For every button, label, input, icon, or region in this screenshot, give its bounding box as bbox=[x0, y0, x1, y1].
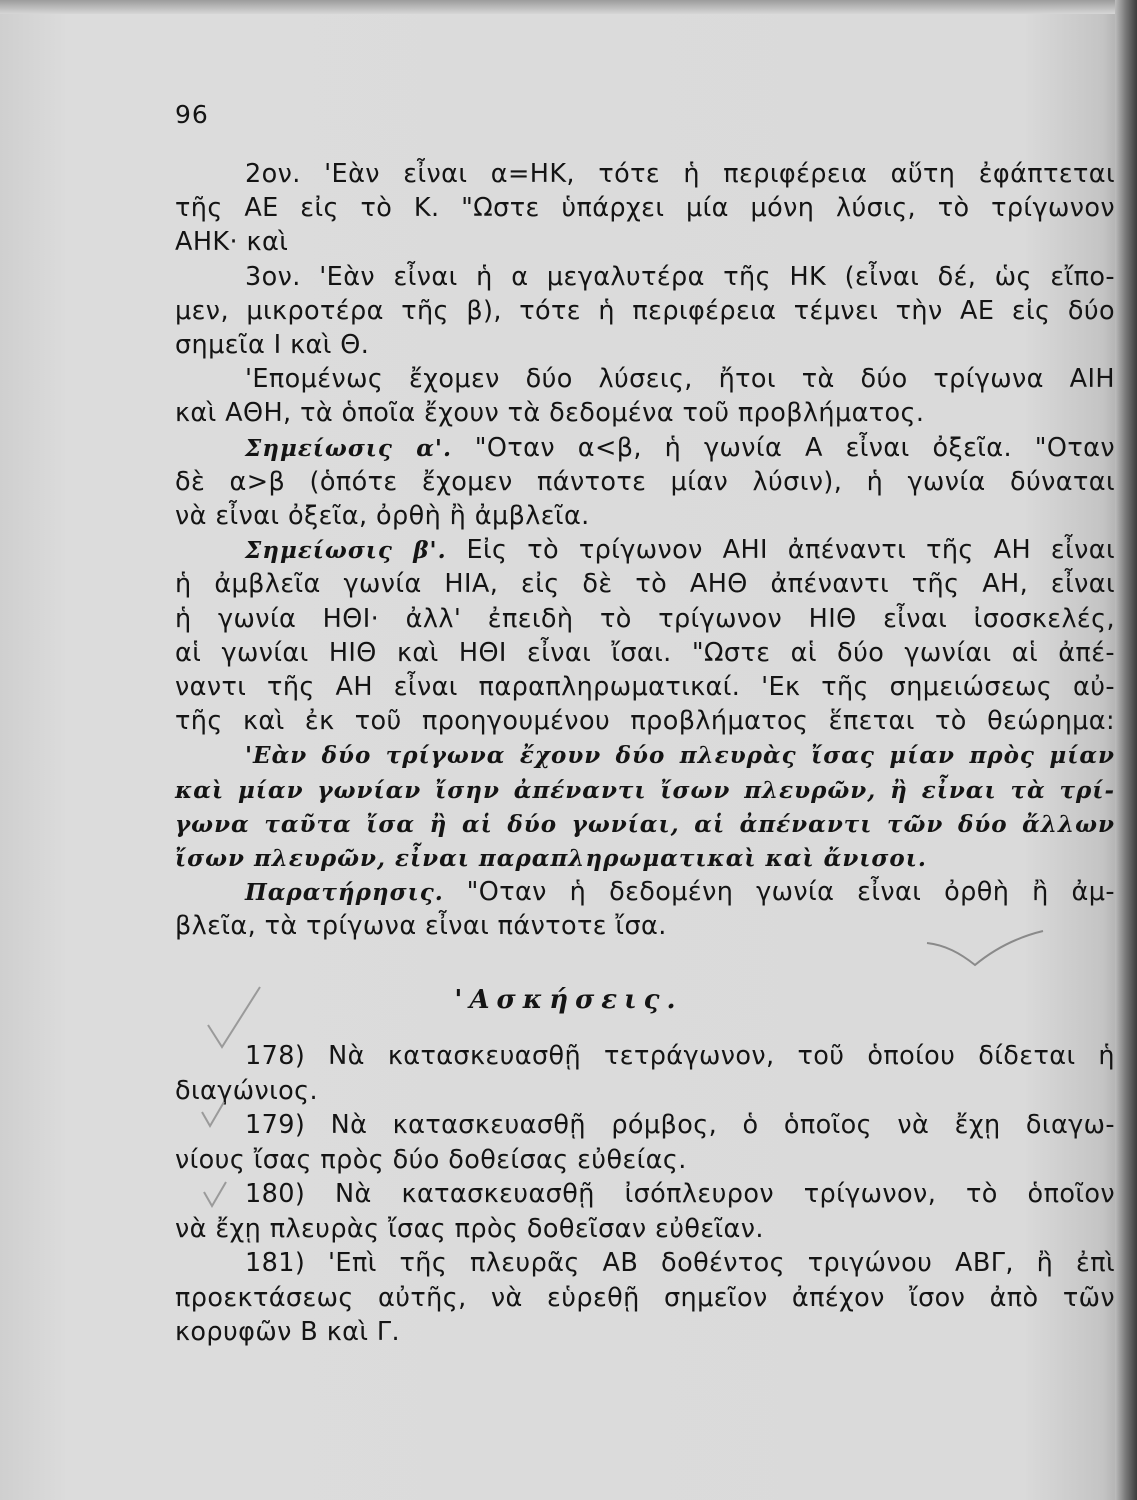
exercise-line bbox=[175, 1213, 1115, 1245]
body-line bbox=[175, 774, 1115, 807]
top-edge bbox=[0, 0, 1137, 14]
body-line bbox=[175, 226, 1115, 258]
body-line bbox=[175, 397, 1115, 429]
body-line bbox=[175, 671, 1115, 703]
body-line bbox=[175, 329, 1115, 361]
body-line bbox=[175, 637, 1115, 669]
theorem-text: γωνα ταῦτα ἴσα ἢ αἱ δύο γωνίαι, αἱ ἀπέναντι τῶν δύο ἄλλων bbox=[175, 810, 1115, 838]
line-text: δὲ α>β (ὁπότε ἔχομεν πάντοτε μίαν λύσιν), ἡ γωνία δύναται bbox=[175, 466, 1115, 497]
pencil-tick-icon bbox=[200, 1180, 230, 1210]
line-text: διαγώνιος. bbox=[175, 1075, 319, 1106]
exercise-line bbox=[245, 1247, 1115, 1279]
line-text: 'Επομένως ἔχομεν δύο λύσεις, ἤτοι τὰ δύο τρίγωνα ΑΙΗ bbox=[245, 364, 1115, 395]
line-text: νὰ εἶναι ὀξεῖα, ὀρθὴ ἢ ἀμβλεῖα. bbox=[175, 501, 590, 531]
line-text: κορυφῶν Β καὶ Γ. bbox=[175, 1317, 400, 1347]
exercise-line bbox=[245, 1178, 1115, 1210]
book-spine-shadow bbox=[1115, 0, 1137, 1500]
exercises-heading: 'Ασκήσεις. bbox=[454, 985, 683, 1015]
body-line bbox=[175, 500, 1115, 532]
line-text: τῆς ΑΕ εἰς τὸ Κ. "Ωστε ὑπάρχει μία μόνη λύσις, τὸ τρίγωνον bbox=[175, 193, 1115, 224]
line-text: Εἰς τὸ τρίγωνον ΑΗΙ ἀπέναντι τῆς ΑΗ εἶναι bbox=[446, 535, 1115, 566]
exercise-line bbox=[175, 1282, 1115, 1314]
note-label: Σημείωσις β'. bbox=[245, 537, 447, 565]
line-text: ἡ ἀμβλεῖα γωνία ΗΙΑ, εἰς δὲ τὸ ΑΗΘ ἀπέναντι τῆς ΑΗ, εἶναι bbox=[175, 569, 1115, 600]
body-line bbox=[175, 603, 1115, 635]
body-line bbox=[175, 705, 1115, 737]
page-number: 96 bbox=[175, 100, 209, 129]
exercise-line bbox=[175, 1075, 1115, 1107]
line-text: προεκτάσεως αὐτῆς, νὰ εὑρεθῇ σημεῖον ἀπέχον ἴσον ἀπὸ τῶν bbox=[175, 1282, 1115, 1313]
body-line bbox=[245, 534, 1115, 567]
line-text: 181) 'Επὶ τῆς πλευρᾶς ΑΒ δοθέντος τριγώνου ΑΒΓ, ἢ ἐπὶ bbox=[245, 1248, 1115, 1278]
note-label: Παρατήρησις. bbox=[245, 879, 444, 907]
body-line bbox=[175, 295, 1115, 327]
line-text: βλεῖα, τὰ τρίγωνα εἶναι πάντοτε ἴσα. bbox=[175, 911, 667, 942]
pencil-tick-icon bbox=[200, 985, 270, 1055]
body-line bbox=[175, 842, 1115, 875]
exercise-line bbox=[175, 1144, 1115, 1176]
body-line bbox=[245, 876, 1115, 909]
body-line bbox=[175, 808, 1115, 841]
line-text: "Οταν ἡ δεδομένη γωνία εἶναι ὀρθὴ ἢ ἀμ- bbox=[443, 877, 1115, 908]
theorem-text: 'Εὰν δύο τρίγωνα ἔχουν δύο πλευρὰς ἴσας μίαν πρὸς μίαν bbox=[245, 742, 1115, 770]
line-text: ἡ γωνία ΗΘΙ· ἀλλ' ἐπειδὴ τὸ τρίγωνον ΗΙΘ εἶναι ἰσοσκελές, bbox=[175, 603, 1115, 634]
exercise-line bbox=[245, 1040, 1115, 1072]
body-line bbox=[175, 466, 1115, 498]
line-text: 2ον. 'Εὰν εἶναι α=ΗΚ, τότε ἡ περιφέρεια αὕτη ἐφάπτεται bbox=[245, 159, 1115, 189]
body-line bbox=[245, 432, 1115, 465]
pencil-checkmark-icon bbox=[925, 925, 1045, 975]
line-text: μεν, μικροτέρα τῆς β), τότε ἡ περιφέρεια τέμνει τὴν ΑΕ εἰς δύο bbox=[175, 295, 1115, 326]
line-text: νὰ ἔχῃ πλευρὰς ἴσας πρὸς δοθεῖσαν εὐθεῖαν. bbox=[175, 1213, 764, 1244]
body-line bbox=[245, 363, 1115, 395]
body-line bbox=[245, 261, 1115, 293]
line-text: ναντι τῆς ΑΗ εἶναι παραπληρωματικαί. 'Εκ τῆς σημειώσεως αὐ- bbox=[175, 672, 1115, 702]
line-text: 178) Νὰ κατασκευασθῇ τετράγωνον, τοῦ ὁποίου δίδεται ἡ bbox=[245, 1041, 1115, 1071]
theorem-text: ἴσων πλευρῶν, εἶναι παραπληρωματικαὶ καὶ ἄνισοι. bbox=[175, 845, 927, 872]
note-label: Σημείωσις α'. bbox=[245, 434, 452, 462]
line-text: "Οταν α<β, ἡ γωνία Α εἶναι ὀξεῖα. "Οταν bbox=[451, 432, 1115, 463]
line-text: ΑΗΚ· καὶ bbox=[175, 227, 289, 258]
line-text: σημεῖα Ι καὶ Θ. bbox=[175, 330, 370, 360]
body-line bbox=[175, 192, 1115, 224]
line-text: καὶ ΑΘΗ, τὰ ὁποῖα ἔχουν τὰ δεδομένα τοῦ προβλήματος. bbox=[175, 398, 925, 429]
exercise-line bbox=[245, 1109, 1115, 1141]
exercise-line bbox=[175, 1316, 1115, 1348]
line-text: 180) Νὰ κατασκευασθῇ ἰσόπλευρον τρίγωνον, τὸ ὁποῖον bbox=[245, 1179, 1115, 1209]
line-text: 179) Νὰ κατασκευασθῇ ρόμβος, ὁ ὁποῖος νὰ ἔχῃ διαγω- bbox=[245, 1110, 1115, 1140]
body-line bbox=[175, 568, 1115, 600]
line-text: αἱ γωνίαι ΗΙΘ καὶ ΗΘΙ εἶναι ἴσαι. "Ωστε αἱ δύο γωνίαι αἱ ἀπέ- bbox=[175, 637, 1115, 668]
line-text: 3ον. 'Εὰν εἶναι ἡ α μεγαλυτέρα τῆς ΗΚ (εἶναι δέ, ὡς εἴπο- bbox=[245, 261, 1115, 292]
line-text: νίους ἴσας πρὸς δύο δοθείσας εὐθείας. bbox=[175, 1144, 687, 1175]
theorem-text: καὶ μίαν γωνίαν ἴσην ἀπέναντι ἴσων πλευρῶν, ἢ εἶναι τὰ τρί- bbox=[175, 776, 1115, 804]
line-text: τῆς καὶ ἐκ τοῦ προηγουμένου προβλήματος ἕπεται τὸ θεώρημα: bbox=[175, 706, 1115, 737]
body-line bbox=[245, 739, 1115, 772]
pencil-tick-icon bbox=[198, 1100, 228, 1130]
body-line bbox=[245, 158, 1115, 190]
